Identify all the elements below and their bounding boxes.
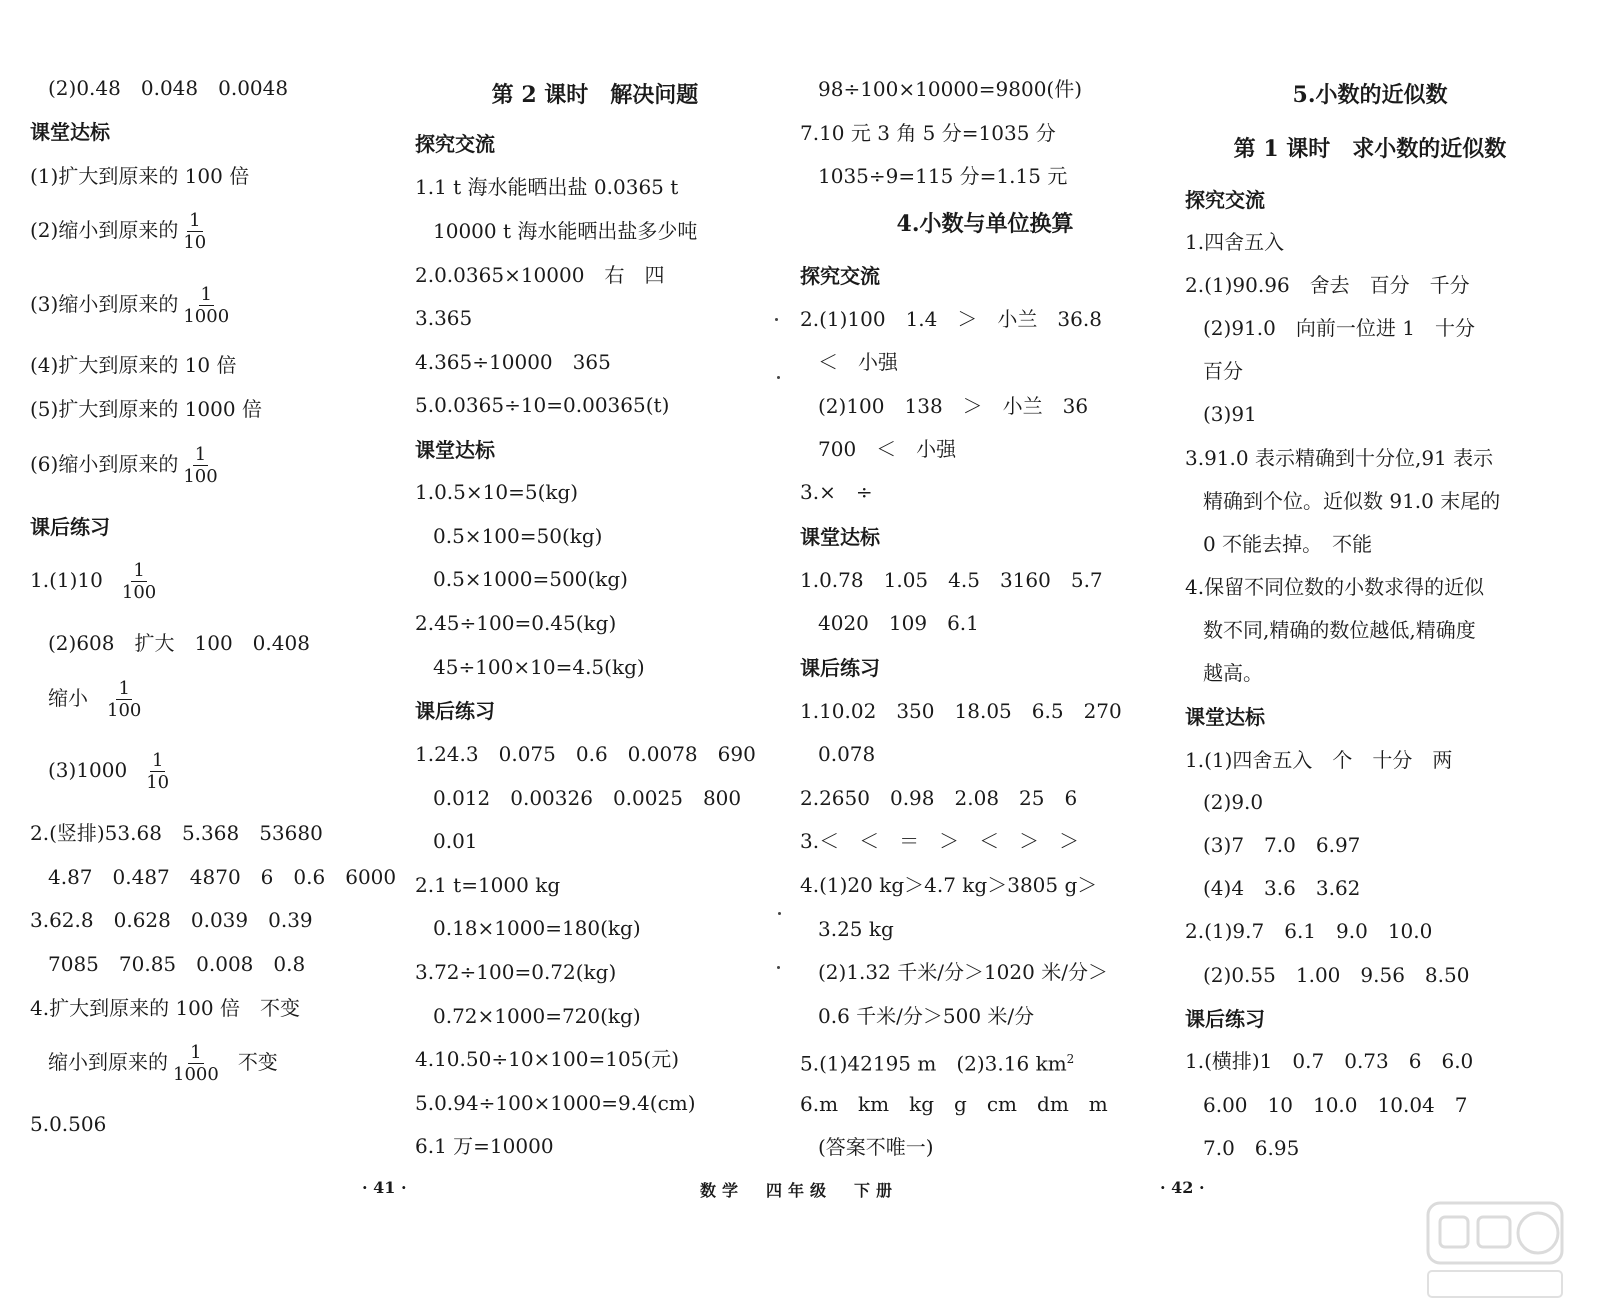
unit-title: 4.小数与单位换算 (896, 211, 1074, 237)
answer-line: 6.00 10 10.0 10.04 7 (1203, 1093, 1468, 1117)
answer-line: 6.1 万=10000 (415, 1134, 554, 1158)
answer-line: 2.(竖排)53.68 5.368 53680 (30, 821, 323, 845)
answer-line (30, 284, 234, 327)
answer-line: (2)0.55 1.00 9.56 8.50 (1203, 963, 1470, 987)
answer-line: 1.0.78 1.05 4.5 3160 5.7 (800, 568, 1103, 592)
answer-line: 3.25 kg (818, 917, 894, 941)
answer-line: 0.5×100=50(kg) (433, 524, 603, 548)
numerator: 1 (194, 444, 207, 465)
numerator: 1 (200, 284, 212, 305)
answer-line: 0.18×1000=180(kg) (433, 916, 641, 940)
answer-line: 1.(横排)1 0.7 0.73 6 6.0 (1185, 1049, 1474, 1073)
answer-line: 7085 70.85 0.008 0.8 (48, 952, 306, 976)
answer-line: 4.10.50÷10×100=105(元) (415, 1047, 680, 1071)
answer-line: 0 不能去掉。 不能 (1203, 532, 1373, 556)
answer-line: (3)91 (1203, 402, 1257, 426)
answer-line: (1)扩大到原来的 100 倍 (30, 164, 250, 188)
book-subject: 数学 四年级 下册 (700, 1181, 899, 1200)
answer-line (48, 1042, 278, 1085)
answer-line: 2.0.0365×10000 右 四 (415, 263, 665, 287)
answer-line: 4.87 0.487 4870 6 0.6 6000 (48, 865, 397, 889)
answer-line: 数不同,精确的数位越低,精确度 (1203, 618, 1476, 642)
answer-line: 4.扩大到原来的 100 倍 不变 (30, 996, 300, 1020)
lesson-title: 第 1 课时 求小数的近似数 (1233, 136, 1507, 162)
answer-line: 0.6 千米/分＞500 米/分 (818, 1004, 1035, 1028)
section-heading: 课后练习 (30, 515, 110, 539)
fraction (181, 210, 208, 253)
lesson-title: 第 2 课时 解决问题 (491, 82, 699, 108)
denominator: 100 (107, 700, 142, 721)
answer-line: 0.5×1000=500(kg) (433, 567, 628, 591)
answer-line: 3.× ÷ (800, 480, 873, 504)
section-heading: 课堂达标 (30, 120, 110, 144)
answer-line: (5)扩大到原来的 1000 倍 (30, 397, 262, 421)
unit-title: 5.小数的近似数 (1292, 82, 1448, 108)
denominator: 1000 (183, 306, 230, 327)
answer-line: 2.45÷100=0.45(kg) (415, 611, 617, 635)
scan-speck (777, 966, 780, 969)
answer-line: 7.0 6.95 (1203, 1136, 1300, 1160)
answer-line: 0.012 0.00326 0.0025 800 (433, 786, 742, 810)
scan-speck (777, 376, 780, 379)
section-heading: 探究交流 (415, 132, 495, 156)
denominator: 100 (183, 466, 218, 487)
answer-text: 5.(1)42195 m (2)3.16 km (800, 1051, 1067, 1076)
answer-text: (3)缩小到原来的 (30, 292, 179, 316)
answer-line: 1.1 t 海水能晒出盐 0.0365 t (415, 175, 679, 199)
answer-line: ＜ 小强 (818, 350, 898, 374)
answer-line: 3.72÷100=0.72(kg) (415, 960, 617, 984)
answer-line: 1.(1)四舍五入 个 十分 两 (1185, 748, 1453, 772)
answer-line: 0.01 (433, 829, 478, 853)
answer-line: (2)91.0 向前一位进 1 十分 (1203, 316, 1475, 340)
section-heading: 探究交流 (1185, 188, 1265, 212)
scan-speck (775, 318, 778, 321)
answer-line: (4)4 3.6 3.62 (1203, 876, 1361, 900)
answer-line (30, 210, 211, 253)
section-heading: 课堂达标 (415, 438, 495, 462)
answer-line: 6.m km kg g cm dm m (800, 1092, 1108, 1116)
answer-line: 0.72×1000=720(kg) (433, 1004, 641, 1028)
answer-line (30, 560, 161, 603)
answer-line: 7.10 元 3 角 5 分=1035 分 (800, 121, 1056, 145)
answer-line: 百分 (1203, 359, 1243, 383)
answer-line: (答案不唯一) (818, 1135, 934, 1159)
section-heading: 课后练习 (800, 656, 880, 680)
scan-speck (778, 912, 781, 915)
fraction (171, 1042, 221, 1085)
superscript: 2 (1066, 1052, 1075, 1066)
answer-line: (3)7 7.0 6.97 (1203, 833, 1361, 857)
denominator: 10 (183, 232, 207, 253)
answer-text: 不变 (237, 1050, 278, 1074)
fraction (181, 284, 231, 327)
answer-line: 45÷100×10=4.5(kg) (433, 655, 645, 679)
answer-line: 5.0.506 (30, 1112, 107, 1136)
answer-text: (2)缩小到原来的 (30, 218, 179, 242)
denominator: 10 (146, 772, 170, 793)
answer-text: 缩小到原来的 (48, 1050, 168, 1074)
answer-line (48, 750, 174, 793)
answer-text: 1.(1)10 (30, 568, 103, 592)
answer-text: 缩小 (48, 686, 88, 710)
section-heading: 课堂达标 (1185, 705, 1265, 729)
answer-line: 1.四舍五入 (1185, 230, 1285, 254)
answer-line: 4.保留不同位数的小数求得的近似 (1185, 575, 1485, 599)
answer-line: 5.0.94÷100×1000=9.4(cm) (415, 1091, 696, 1115)
answer-line: (2)608 扩大 100 0.408 (48, 631, 310, 655)
answer-line: 98÷100×10000=9800(件) (818, 77, 1083, 101)
fraction (144, 750, 171, 793)
answer-line: 2.(1)9.7 6.1 9.0 10.0 (1185, 919, 1433, 943)
answer-line: 4020 109 6.1 (818, 611, 979, 635)
denominator: 1000 (173, 1064, 219, 1085)
answer-text: (6)缩小到原来的 (30, 452, 179, 476)
section-heading: 课后练习 (415, 699, 495, 723)
answer-line: 2.2650 0.98 2.08 25 6 (800, 786, 1078, 810)
answer-line: (2)100 138 ＞ 小兰 36 (818, 394, 1089, 418)
answer-line: 5.0.0365÷10=0.00365(t) (415, 393, 670, 417)
answer-text: (3)1000 (48, 758, 128, 782)
page-number-left: · 41 · (362, 1178, 407, 1197)
answer-line: 越高。 (1203, 661, 1263, 685)
answer-line: 4.365÷10000 365 (415, 350, 611, 374)
answer-line: 1.24.3 0.075 0.6 0.0078 690 (415, 742, 756, 766)
section-heading: 课后练习 (1185, 1007, 1265, 1031)
fraction (105, 678, 143, 721)
numerator: 1 (189, 210, 201, 231)
answer-line: 1035÷9=115 分=1.15 元 (818, 164, 1068, 188)
numerator: 1 (133, 560, 145, 581)
numerator: 1 (118, 678, 130, 699)
answer-line: (4)扩大到原来的 10 倍 (30, 353, 237, 377)
numerator: 1 (151, 750, 164, 771)
fraction (181, 444, 219, 487)
answer-line (48, 678, 146, 721)
answer-line: 2.(1)100 1.4 ＞ 小兰 36.8 (800, 307, 1102, 331)
answer-line: 1.10.02 350 18.05 6.5 270 (800, 699, 1122, 723)
answer-line: 2.(1)90.96 舍去 百分 千分 (1185, 273, 1470, 297)
answer-line: (2)0.48 0.048 0.0048 (48, 76, 289, 100)
answer-line: 3.365 (415, 306, 473, 330)
answer-line: 700 ＜ 小强 (818, 437, 957, 461)
answer-line: 1.0.5×10=5(kg) (415, 480, 579, 504)
answer-line: 3.＜ ＜ ＝ ＞ ＜ ＞ ＞ (800, 829, 1080, 853)
answer-line: 3.62.8 0.628 0.039 0.39 (30, 908, 313, 932)
answer-line: 3.91.0 表示精确到十分位,91 表示 (1185, 446, 1494, 470)
answer-line: (2)9.0 (1203, 790, 1264, 814)
section-heading: 探究交流 (800, 264, 880, 288)
section-heading: 课堂达标 (800, 525, 880, 549)
denominator: 100 (121, 582, 157, 603)
numerator: 1 (190, 1042, 202, 1063)
answer-line (800, 1046, 1074, 1077)
answer-line: 4.(1)20 kg＞4.7 kg＞3805 g＞ (800, 873, 1098, 897)
answer-line: 2.1 t=1000 kg (415, 873, 561, 897)
answer-line: 精确到个位。近似数 91.0 末尾的 (1203, 489, 1501, 513)
watermark-logo-icon (1420, 1195, 1570, 1305)
answer-line (30, 444, 223, 487)
answer-line: (2)1.32 千米/分＞1020 米/分＞ (818, 960, 1108, 984)
fraction (120, 560, 158, 603)
answer-line: 0.078 (818, 742, 876, 766)
answer-line: 10000 t 海水能晒出盐多少吨 (433, 219, 698, 243)
page-number-right: · 42 · (1160, 1178, 1205, 1197)
